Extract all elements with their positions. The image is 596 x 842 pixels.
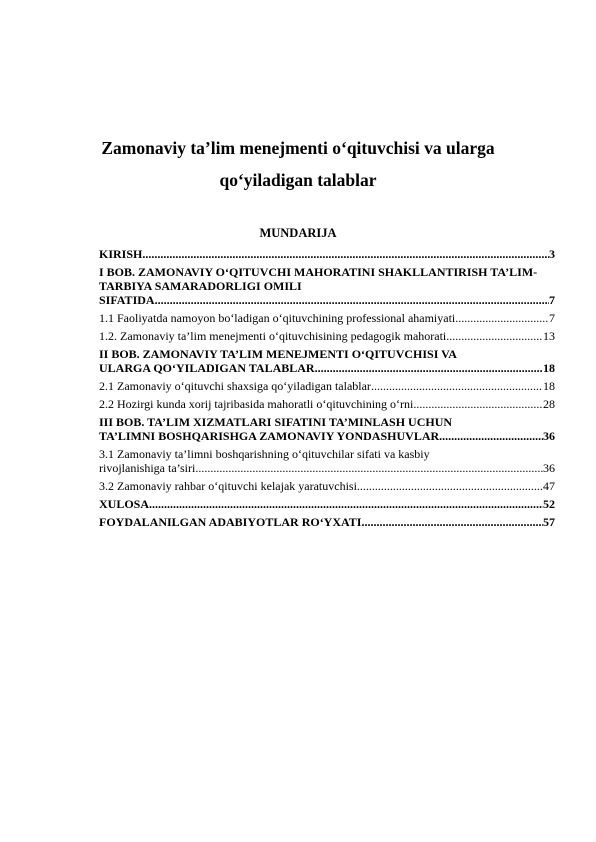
- toc-page-number: 47: [543, 479, 555, 493]
- toc-entry[interactable]: [99, 265, 555, 307]
- toc-entry-title: KIRISH: [99, 247, 143, 261]
- toc-entry[interactable]: [99, 415, 555, 443]
- toc-entry[interactable]: [99, 447, 555, 475]
- toc-entry-title: 1.1 Faoliyatda namoyon bo‘ladigan o‘qituvchining professional ahamiyati: [99, 311, 456, 325]
- toc-dot-leader: [142, 247, 549, 261]
- document-title: [0, 132, 596, 196]
- toc-dot-leader: [149, 497, 543, 511]
- toc-page-number: 13: [543, 329, 555, 343]
- toc-entry-title: SIFATIDA: [99, 293, 155, 307]
- toc-dot-leader: [455, 311, 549, 325]
- toc-entry[interactable]: [99, 479, 555, 493]
- toc-dot-leader: [446, 329, 543, 343]
- toc-entry-title: 2.1 Zamonaviy o‘qituvchi shaxsiga qo‘yiladigan talablar: [99, 379, 371, 393]
- table-of-contents: [99, 247, 555, 533]
- toc-page-number: 3: [549, 247, 555, 261]
- toc-entry[interactable]: [99, 497, 555, 511]
- toc-entry-title: rivojlanishiga ta’siri: [99, 461, 196, 475]
- toc-dot-leader: [315, 361, 543, 375]
- toc-entry-title: 3.2 Zamonaviy rahbar o‘qituvchi kelajak yaratuvchisi: [99, 479, 357, 493]
- toc-entry-lead: I BOB. ZAMONAVIY O‘QITUVCHI MAHORATINI SHAKLLANTIRISH TA’LIM-TARBIYA SAMARADORLIGI OMILI: [99, 265, 538, 293]
- toc-entry-title: XULOSA: [99, 497, 150, 511]
- toc-page-number: 36: [543, 429, 555, 443]
- toc-entry-title: 2.2 Hozirgi kunda xorij tajribasida mahoratli o‘qituvchining o‘rni: [99, 397, 414, 411]
- toc-page-number: 7: [549, 311, 555, 325]
- toc-page-number: 7: [549, 293, 555, 307]
- toc-entry-title: TA’LIMNI BOSHQARISHGA ZAMONAVIY YONDASHUVLAR: [99, 429, 440, 443]
- toc-heading: MUNDARIJA: [259, 226, 337, 240]
- toc-entry[interactable]: [99, 247, 555, 261]
- toc-dot-leader: [155, 293, 549, 307]
- toc-entry-lead: II BOB. ZAMONAVIY TA’LIM MENEJMENTI O‘QITUVCHISI VA: [99, 347, 457, 361]
- toc-entry[interactable]: [99, 329, 555, 343]
- toc-entry-title: ULARGA QO‘YILADIGAN TALABLAR: [99, 361, 315, 375]
- toc-entry-lead: 3.1 Zamonaviy ta’limni boshqarishning o‘qituvchilar sifati va kasbiy: [99, 447, 430, 461]
- toc-entry-lead: III BOB. TA’LIM XIZMATLARI SIFATINI TA’MINLASH UCHUN: [99, 415, 453, 429]
- toc-page-number: 57: [543, 515, 555, 529]
- toc-dot-leader: [371, 379, 543, 393]
- toc-dot-leader: [195, 461, 543, 475]
- toc-page-number: 36: [543, 461, 555, 475]
- toc-entry[interactable]: [99, 397, 555, 411]
- toc-entry[interactable]: [99, 515, 555, 529]
- toc-page-number: 28: [543, 397, 555, 411]
- toc-dot-leader: [361, 515, 543, 529]
- toc-page-number: 18: [543, 379, 555, 393]
- document-title-line-1: Zamonaviy ta’lim menejmenti o‘qituvchisi va ularga: [101, 138, 495, 158]
- toc-dot-leader: [439, 429, 543, 443]
- toc-page-number: 52: [543, 497, 555, 511]
- toc-entry[interactable]: [99, 379, 555, 393]
- toc-entry[interactable]: [99, 347, 555, 375]
- toc-entry-title: FOYDALANILGAN ADABIYOTLAR RO‘YXATI: [99, 515, 362, 529]
- toc-entry[interactable]: [99, 311, 555, 325]
- toc-dot-leader: [357, 479, 543, 493]
- toc-dot-leader: [413, 397, 543, 411]
- document-title-line-2: qo‘yiladigan talablar: [219, 170, 377, 190]
- toc-page-number: 18: [543, 361, 555, 375]
- toc-entry-title: 1.2. Zamonaviy ta’lim menejmenti o‘qituvchisining pedagogik mahorati: [99, 329, 447, 343]
